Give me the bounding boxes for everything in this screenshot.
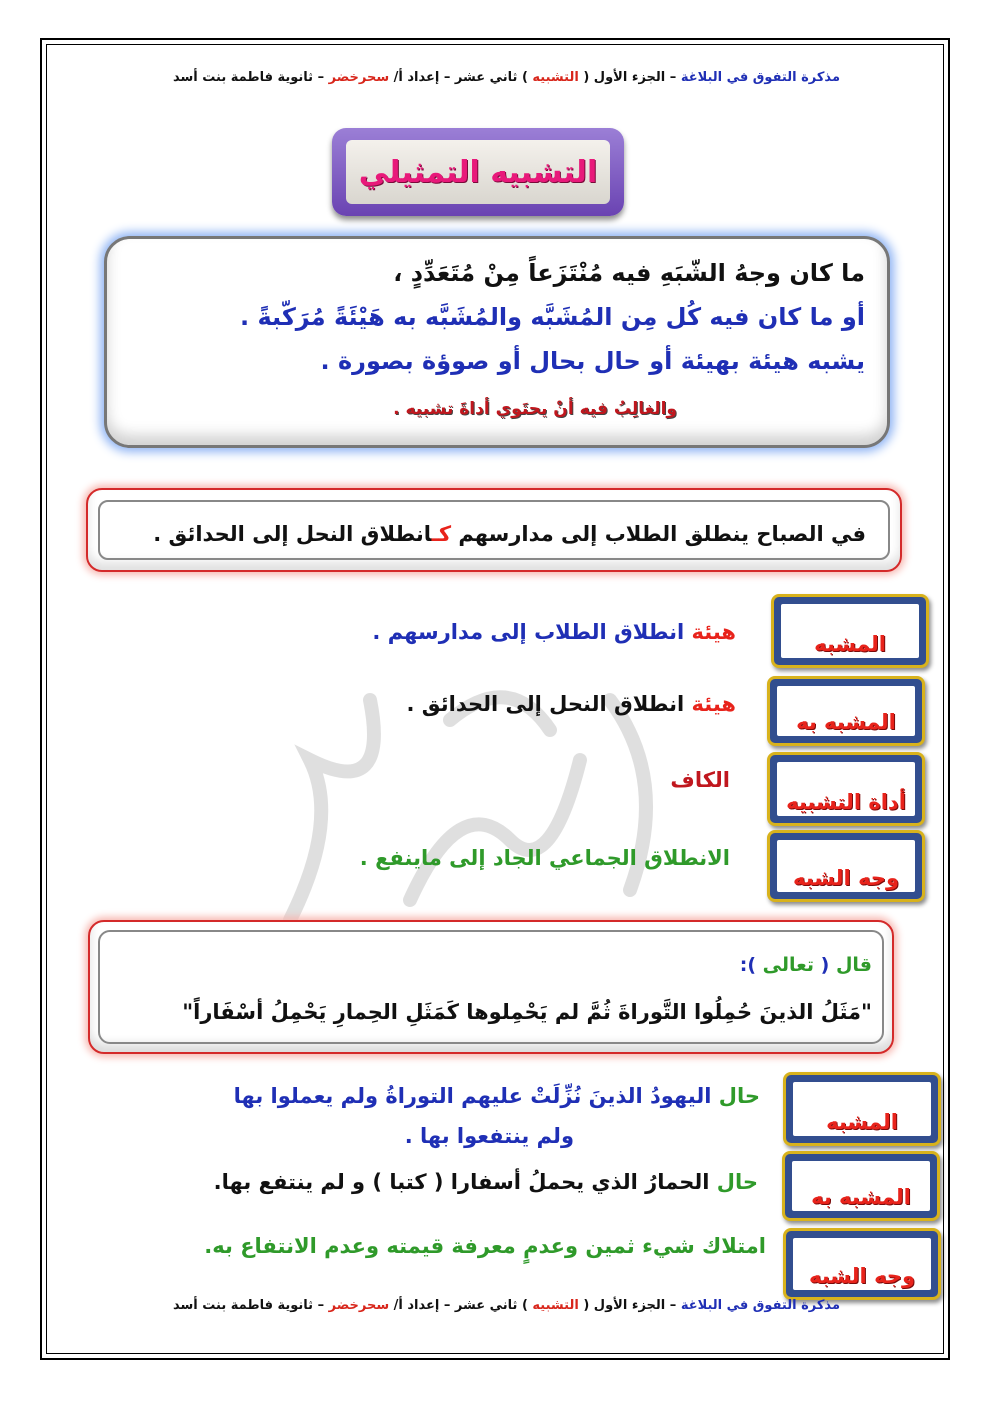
definition-box [104, 236, 890, 448]
verse-taala: تعالى [762, 954, 815, 976]
header-author: سحرخضر [328, 70, 390, 85]
keyword-hal: حال [718, 1084, 760, 1108]
verse-text: "مَثَلُ الذينَ حُمِلُوا التَّوراةَ ثُمَّ لم يَحْمِلوها كَمَثَلِ الحِمارِ يَحْمِلُ أسْفَاراً" [182, 1000, 872, 1024]
label-wajh-2 [783, 1228, 941, 1300]
label-wajh [767, 830, 925, 902]
header-topic: التشبيه [532, 70, 579, 85]
footer-school: – ثانوية فاطمة بنت أسد [172, 1298, 329, 1313]
example-part: في الصباح ينطلق الطلاب إلى مدارسهم [451, 522, 866, 546]
label-text: وجه الشبه [793, 1238, 931, 1290]
keyword-hay: هيئة [691, 620, 736, 644]
example-kaf: كـ [431, 522, 452, 546]
analysis2-mushabbah-bih [214, 1170, 758, 1194]
label-adah [767, 752, 925, 826]
label-text: المشبه به [792, 1161, 930, 1211]
definition-line-4: والغالِبُ فيه أنْ يحتَوي أداةَ تشبيه . [393, 399, 677, 419]
label-mushabbah-bih-2 [782, 1151, 940, 1221]
analysis2-mushabbah-cont: ولم ينتفعوا بها . [404, 1124, 574, 1148]
label-text: وجه الشبه [777, 840, 915, 892]
analysis1-mushabbah [372, 620, 736, 644]
header-part: – الجزء الأول ( [578, 70, 681, 85]
label-text: المشبه به [777, 686, 915, 736]
analysis-text: انطلاق النحل إلى الحدائق . [406, 692, 692, 716]
label-text: المشبه [781, 604, 919, 658]
verse-box [88, 920, 894, 1054]
footer-author: سحرخضر [328, 1298, 390, 1313]
page-footer [120, 1298, 840, 1313]
analysis-text: الحمارُ الذي يحملُ أسفارا ( كتبا ) و لم ينتفع بها. [213, 1170, 717, 1194]
footer-grade: ) ثاني عشر – إعداد أ/ [389, 1298, 533, 1313]
label-mushabbah-2 [783, 1072, 941, 1146]
label-mushabbah-bih [767, 676, 925, 746]
analysis1-mushabbah-bih [407, 692, 736, 716]
verse-paren: ( [814, 954, 836, 976]
analysis1-wajh: الانطلاق الجماعي الجاد إلى ماينفع . [359, 846, 730, 870]
analysis1-adah: الكاف [670, 768, 730, 792]
example-part: انطلاق النحل إلى الحدائق . [153, 522, 432, 546]
label-text: المشبه [793, 1082, 931, 1136]
header-title: مذكرة التفوق في البلاغة [680, 70, 840, 85]
verse-inner-border [98, 930, 884, 1044]
header-school: – ثانوية فاطمة بنت أسد [172, 70, 329, 85]
label-text: أداة التشبيه [777, 762, 915, 816]
example-box [86, 488, 902, 572]
example-sentence [153, 522, 866, 546]
header-grade: ) ثاني عشر – إعداد أ/ [389, 70, 533, 85]
definition-line-1: ما كان وجهُ الشّبَهِ فيه مُنْتَزَعاً مِنْ مُتَعَدِّدٍ ، [393, 259, 865, 287]
analysis-text: انطلاق الطلاب إلى مدارسهم . [372, 620, 692, 644]
label-mushabbah [771, 594, 929, 668]
watermark-signature [250, 640, 730, 960]
analysis-text: اليهودُ الذينَ نُزِّلَتْ عليهم التوراةُ ولم يعملوا بها [233, 1084, 719, 1108]
title-banner [332, 128, 624, 216]
keyword-hal: حال [716, 1170, 758, 1194]
keyword-hay: هيئة [691, 692, 736, 716]
verse-qal: قال [835, 954, 872, 976]
analysis2-mushabbah [234, 1080, 760, 1112]
definition-line-2: أو ما كان فيه كُل مِن المُشَبَّه والمُشَبَّه به هَيْئَةً مُرَكّبةً . [240, 303, 865, 331]
footer-part: – الجزء الأول ( [578, 1298, 681, 1313]
verse-intro [740, 954, 872, 976]
definition-line-3: يشبه هيئة بهيئة أو حال بحال أو صوؤة بصورة . [320, 347, 865, 375]
footer-title: مذكرة التفوق في البلاغة [680, 1298, 840, 1313]
page-title: التشبيه التمثيلي [346, 140, 610, 204]
analysis2-wajh: امتلاك شيء ثمين وعدمٍ معرفة قيمته وعدم الانتفاع به. [204, 1234, 766, 1258]
footer-topic: التشبيه [532, 1298, 579, 1313]
page-header [120, 70, 840, 85]
verse-paren: ): [739, 954, 763, 976]
